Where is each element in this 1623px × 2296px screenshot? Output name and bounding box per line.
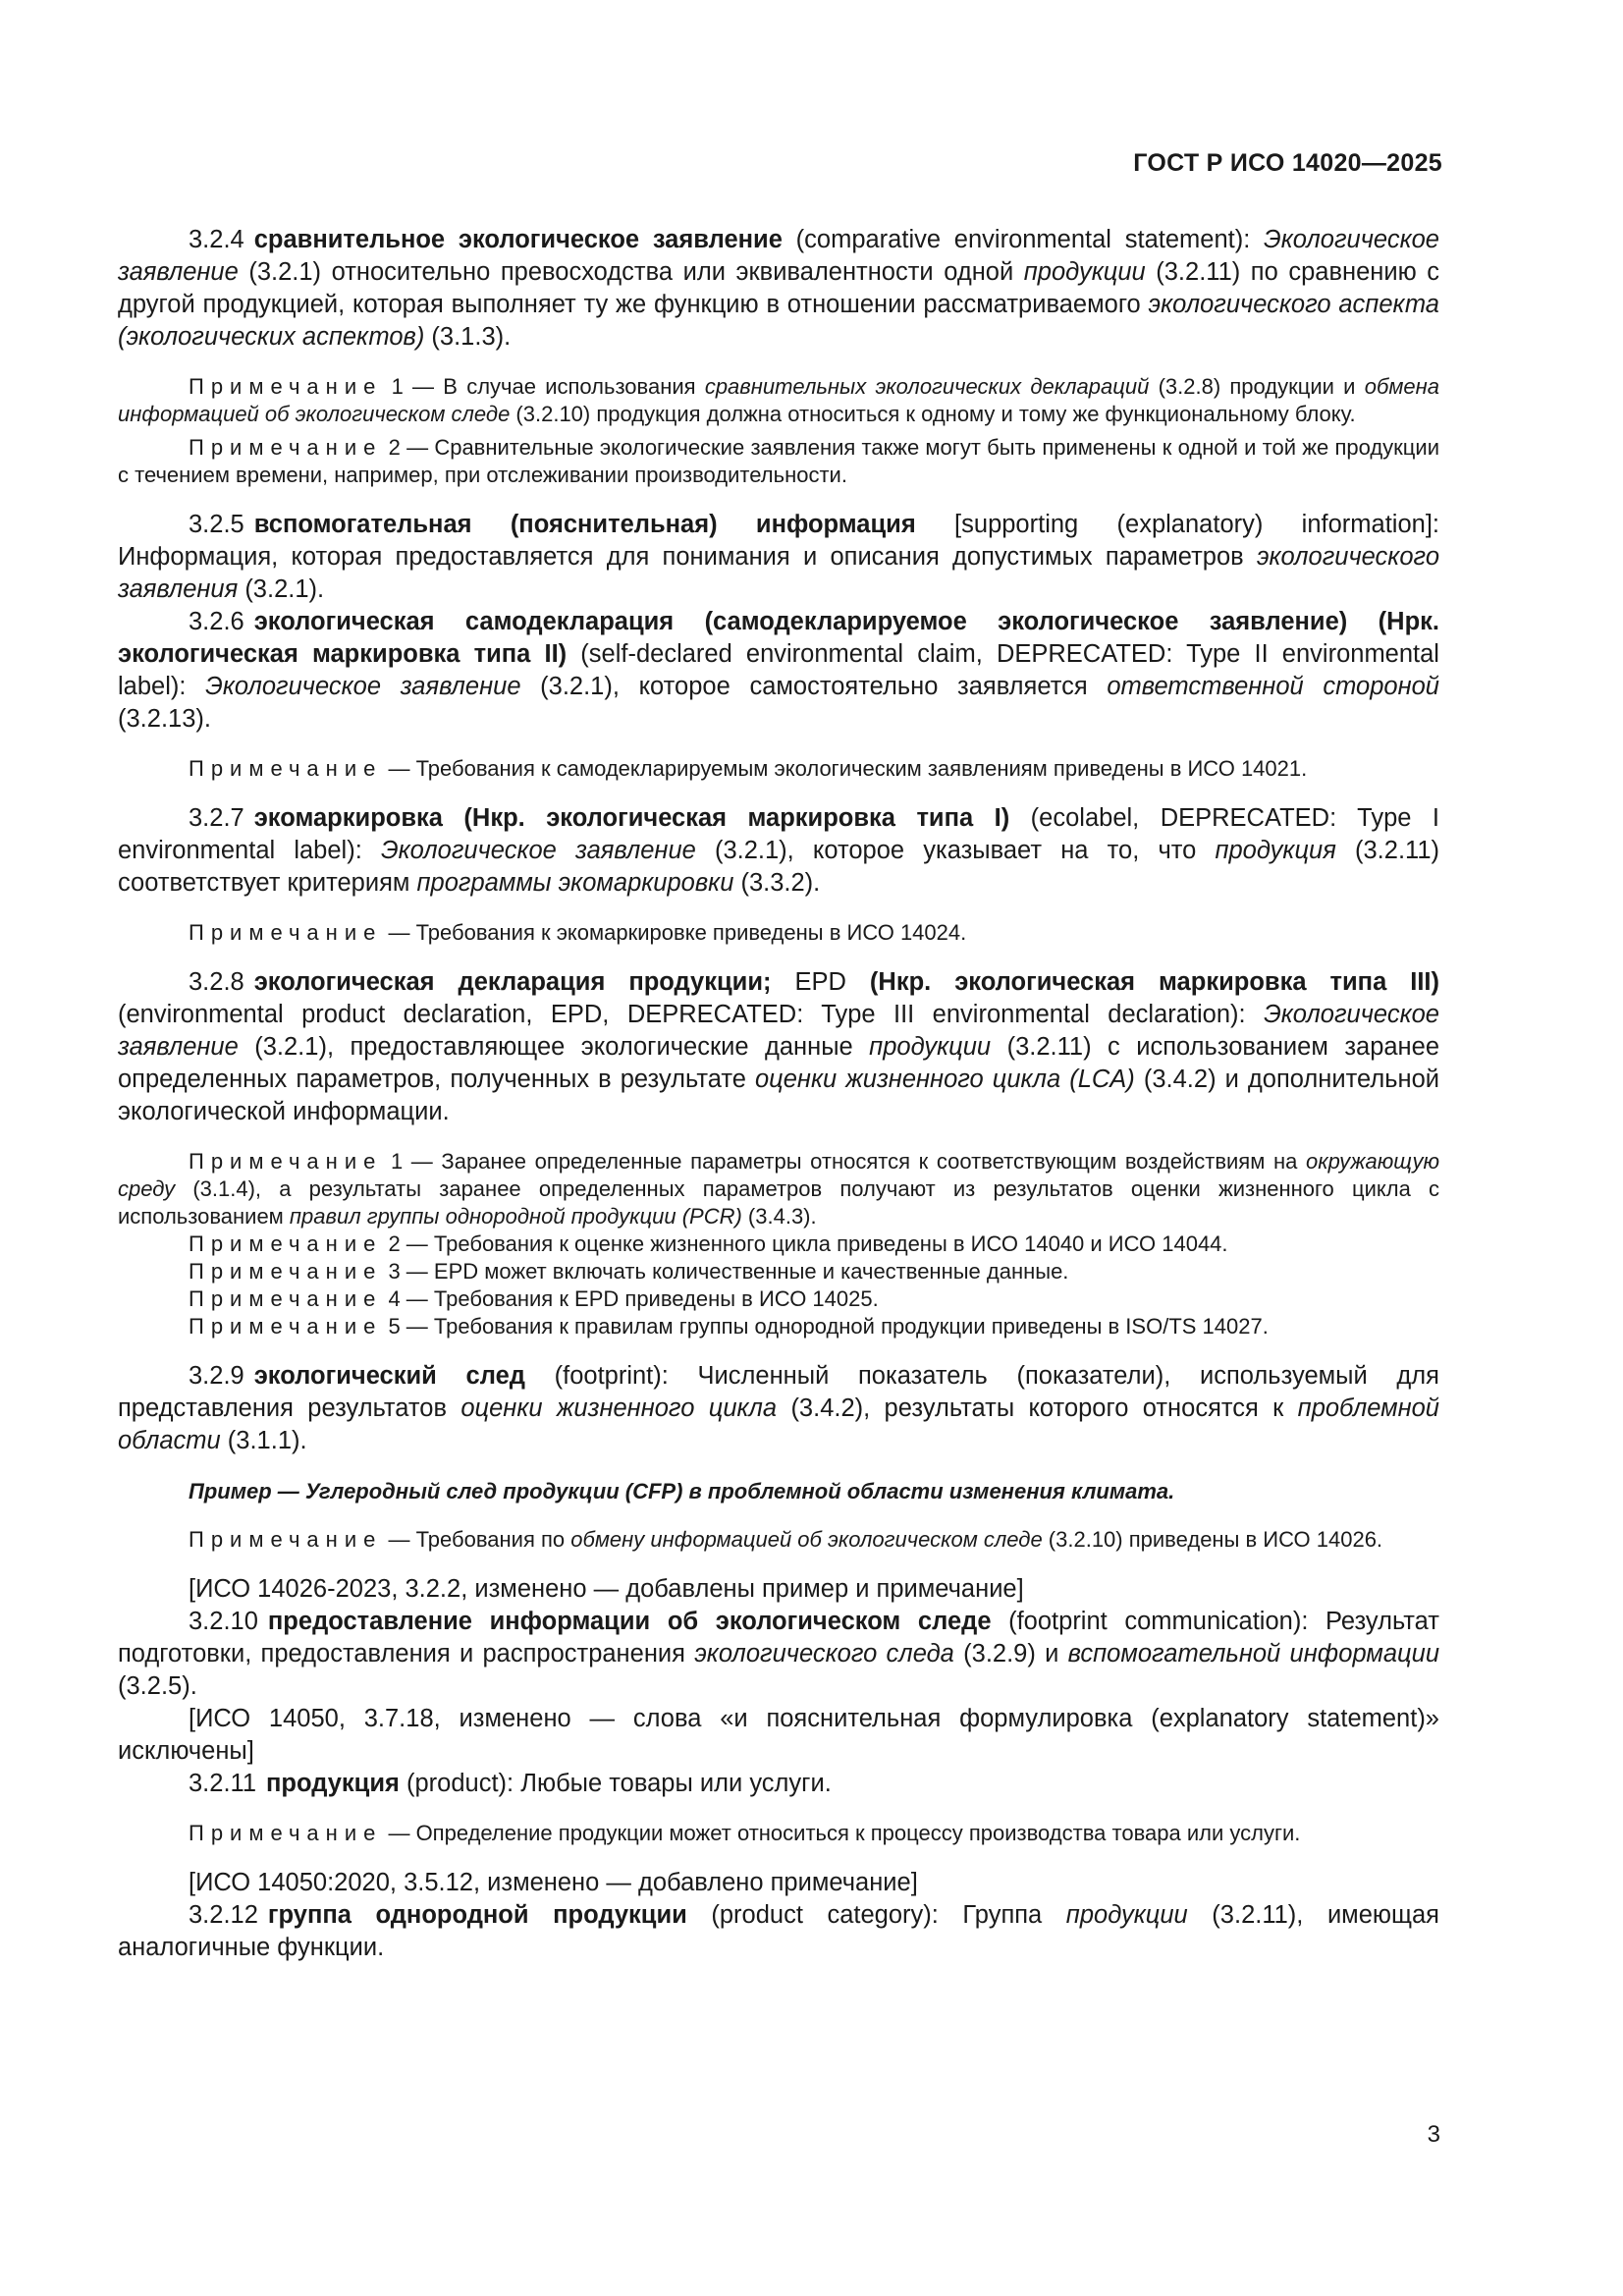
term-3-2-6: 3.2.6 экологическая самодекларация (самодекларируемое экологическое заявление) (Нрк. экологическая маркировка типа II) (self-declared environmental claim, DEPRECATED: Type II environmental label): Экологическое заявление (3.2.1), которое самостоятельно заявляется ответственной стороной (3.2.13). — [118, 608, 1439, 733]
source-3-2-10: [ИСО 14050, 3.7.18, изменено — слова «и пояснительная формулировка (explanatory statement)» исключены] — [118, 1705, 1439, 1765]
term-3-2-11: 3.2.11 продукция (product): Любые товары или услуги. — [189, 1770, 832, 1797]
term-3-2-8: 3.2.8 экологическая декларация продукции; EPD (Нкр. экологическая маркировка типа III) (environmental product declaration, EPD, DEPRECATED: Type III environmental declaration): Экологическое заявление (3.2.1), предоставляющее экологические данные продукции (3.2.11) с использованием заранее определенных параметров, полученных в результате оценки жизненного цикла (LCA) (3.4.2) и дополнительной экологической информации. — [118, 968, 1440, 1125]
document-body — [118, 224, 1439, 1964]
note-3-2-4-2: Примечание 2 — Сравнительные экологические заявления также могут быть применены к одной и той же продукции с течением времени, например, при отслеживании производительности. — [118, 435, 1439, 487]
note-3-2-8-3: Примечание 3 — EPD может включать количественные и качественные данные. — [189, 1259, 1069, 1284]
term-3-2-10: 3.2.10 предоставление информации об экологическом следе (footprint communication): Результат подготовки, предоставления и распространения экологического следа (3.2.9) и вспомогательной информации (3.2.5). — [118, 1608, 1439, 1700]
term-3-2-7: 3.2.7 экомаркировка (Нкр. экологическая маркировка типа I) (ecolabel, DEPRECATED: Type I environmental label): Экологическое заявление (3.2.1), которое указывает на то, что продукция (3.2.11) соответствует критериям программы экомаркировки (3.3.2). — [118, 804, 1439, 897]
note-3-2-8-2: Примечание 2 — Требования к оценке жизненного цикла приведены в ИСО 14040 и ИСО 14044. — [189, 1231, 1228, 1256]
term-3-2-4: 3.2.4 сравнительное экологическое заявление (comparative environmental statement): Экологическое заявление (3.2.1) относительно превосходства или эквивалентности одной продукции (3.2.11) по сравнению с другой продукцией, которая выполняет ту же функцию в отношении рассматриваемого экологического аспекта (экологических аспектов) (3.1.3). — [118, 226, 1439, 351]
note-3-2-8-1: Примечание 1 — Заранее определенные параметры относятся к соответствующим воздействиям на окружающую среду (3.1.4), а результаты заранее определенных параметров получают из результатов оценки жизненного цикла с использованием правил группы однородной продукции (PCR) (3.4.3). — [118, 1149, 1439, 1229]
term-3-2-12: 3.2.12 группа однородной продукции (product category): Группа продукции (3.2.11), имеющая аналогичные функции. — [118, 1901, 1439, 1961]
note-3-2-6: Примечание — Требования к самодекларируемым экологическим заявлениям приведены в ИСО 14021. — [189, 756, 1308, 781]
note-3-2-9: Примечание — Требования по обмену информацией об экологическом следе (3.2.10) приведены в ИСО 14026. — [189, 1527, 1383, 1552]
example-3-2-9: Пример — Углеродный след продукции (CFP) в проблемной области изменения климата. — [189, 1479, 1175, 1503]
term-3-2-9: 3.2.9 экологический след (footprint): Численный показатель (показатели), используемый для представления результатов оценки жизненного цикла (3.4.2), результаты которого относятся к проблемной области (3.1.1). — [118, 1362, 1439, 1454]
note-3-2-8-5: Примечание 5 — Требования к правилам группы однородной продукции приведены в ISO/TS 14027. — [189, 1314, 1269, 1339]
term-3-2-5: 3.2.5 вспомогательная (пояснительная) информация [supporting (explanatory) information]: Информация, которая предоставляется для понимания и описания допустимых параметров экологического заявления (3.2.1). — [118, 511, 1439, 603]
note-3-2-7: Примечание — Требования к экомаркировке приведены в ИСО 14024. — [189, 920, 967, 945]
note-3-2-11: Примечание — Определение продукции может относиться к процессу производства товара или услуги. — [189, 1821, 1301, 1845]
note-3-2-4-1: Примечание 1 — В случае использования сравнительных экологических деклараций (3.2.8) продукции и обмена информацией об экологическом следе (3.2.10) продукция должна относиться к одному и тому же функциональному блоку. — [118, 374, 1439, 426]
note-3-2-8-4: Примечание 4 — Требования к EPD приведены в ИСО 14025. — [189, 1286, 879, 1311]
source-3-2-11: [ИСО 14050:2020, 3.5.12, изменено — добавлено примечание] — [189, 1869, 918, 1896]
source-3-2-9: [ИСО 14026-2023, 3.2.2, изменено — добавлены пример и примечание] — [189, 1575, 1024, 1603]
page-number: 3 — [1427, 2121, 1440, 2148]
document-code: ГОСТ Р ИСО 14020—2025 — [1133, 149, 1442, 177]
